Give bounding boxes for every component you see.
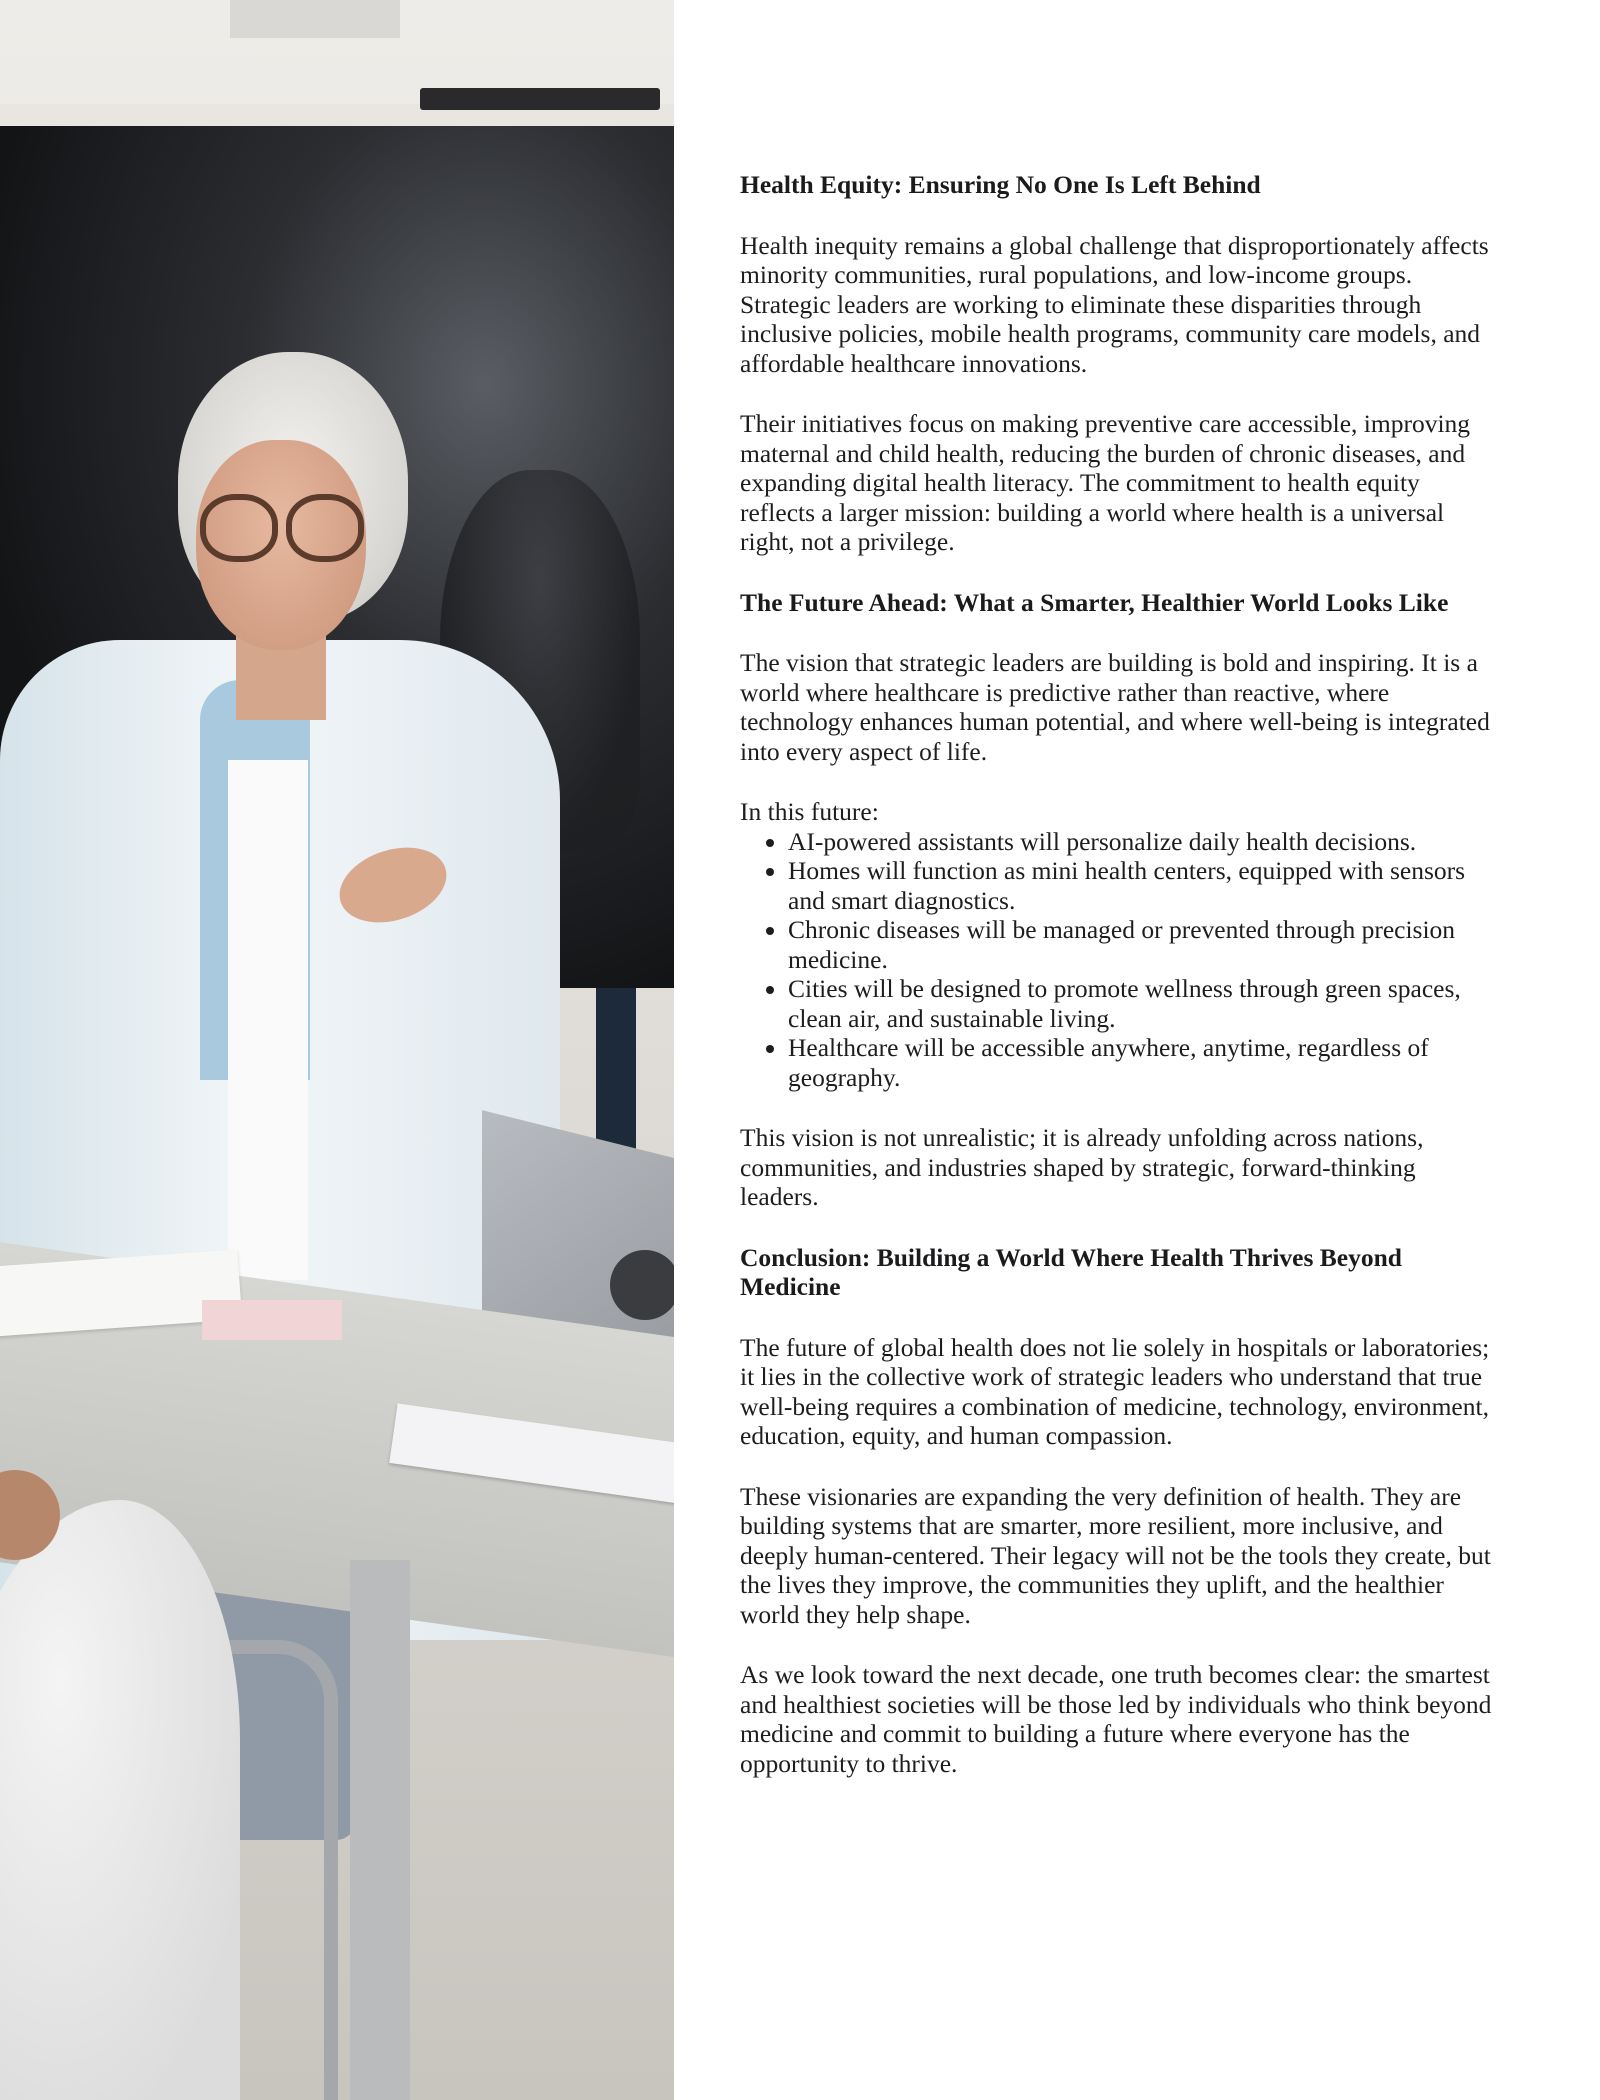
list-intro: In this future: xyxy=(740,797,879,826)
list-item: • Cities will be designed to promote wellness through green spaces, clean air, and sustainable living. xyxy=(788,974,1500,1033)
ceiling-light xyxy=(230,0,400,38)
paragraph-conclusion-3: As we look toward the next decade, one truth becomes clear: the smartest and healthiest societies will be those led by individuals who think beyond medicine and commit to building a future where everyone has the opportunity to thrive. xyxy=(740,1660,1492,1778)
list-item: • Chronic diseases will be managed or prevented through precision medicine. xyxy=(788,915,1500,974)
heading-conclusion: Conclusion: Building a World Where Health Thrives Beyond Medicine xyxy=(740,1242,1402,1301)
paragraph-conclusion-2: These visionaries are expanding the very definition of health. They are building systems that are smarter, more resilient, more inclusive, and deeply human-centered. Their legacy will not be the tools they create, but the lives they improve, the communities they uplift, and the healthier world they help shape. xyxy=(740,1481,1491,1629)
paragraph-future-2: This vision is not unrealistic; it is already unfolding across nations, communities, and industries shaped by strategic, forward-thinking leaders. xyxy=(740,1123,1424,1211)
heading-health-equity: Health Equity: Ensuring No One Is Left Behind xyxy=(740,170,1261,199)
paragraph-future-1: The vision that strategic leaders are building is bold and inspiring. It is a world where healthcare is predictive rather than reactive, where technology enhances human potential, and where well-being is integrated into every aspect of life. xyxy=(740,648,1490,766)
paragraph-conclusion-1: The future of global health does not lie solely in hospitals or laboratories; it lies in the collective work of strategic leaders who understand that true well-being requires a combination of medicine, technology, environment, education, equity, and human compassion. xyxy=(740,1332,1490,1450)
white-top xyxy=(228,760,308,1280)
doctor-presenting-photo xyxy=(0,0,674,2100)
foreground-person xyxy=(0,1500,240,2100)
heading-future-ahead: The Future Ahead: What a Smarter, Healthier World Looks Like xyxy=(740,587,1449,617)
list-item: • Healthcare will be accessible anywhere, anytime, regardless of geography. xyxy=(788,1033,1500,1092)
glasses-left-lens xyxy=(200,494,278,562)
glasses-right-lens xyxy=(286,494,364,562)
table-leg xyxy=(350,1560,410,2100)
future-list xyxy=(740,827,1500,1093)
list-item: • AI-powered assistants will personalize daily health decisions. xyxy=(788,827,1500,857)
screen-bracket xyxy=(420,88,660,110)
list-item: • Homes will function as mini health centers, equipped with sensors and smart diagnostics. xyxy=(788,856,1500,915)
pink-card xyxy=(202,1300,342,1340)
paragraph-health-equity-2: Their initiatives focus on making preventive care accessible, improving maternal and child health, reducing the burden of chronic diseases, and expanding digital health literacy. The commitment to health equity reflects a larger mission: building a world where health is a universal right, not a privilege. xyxy=(740,409,1471,556)
paragraph-health-equity-1: Health inequity remains a global challenge that disproportionately affects minority communities, rural populations, and low-income groups. Strategic leaders are working to eliminate these disparities through inclusive policies, mobile health programs, community care models, and affordable healthcare innovations. xyxy=(740,230,1489,378)
laptop-logo-icon xyxy=(610,1250,674,1320)
article-column xyxy=(740,170,1500,1809)
